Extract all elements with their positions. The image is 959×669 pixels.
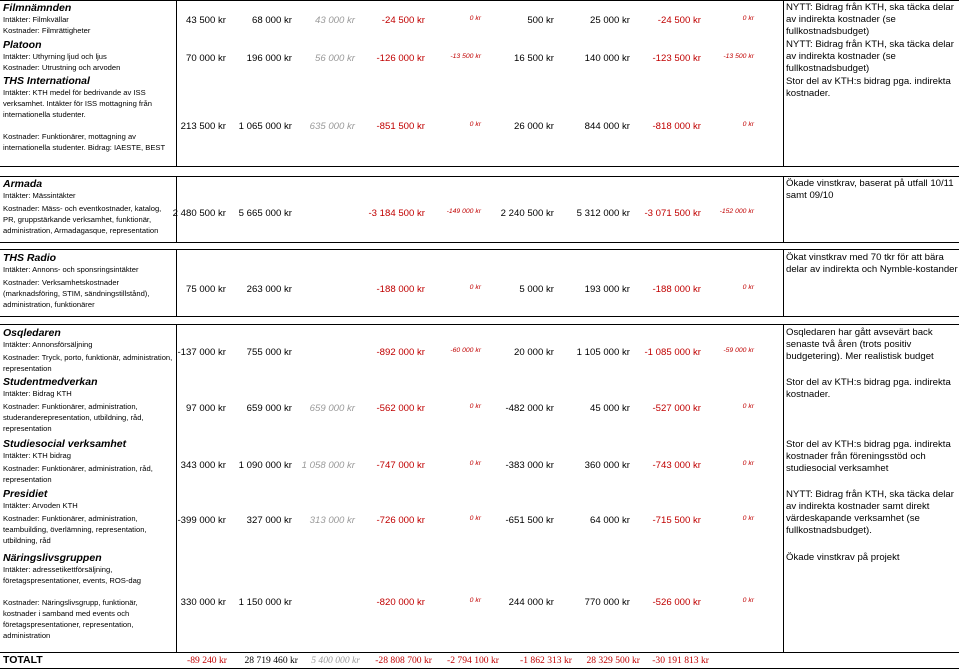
group-title: Armada: [3, 178, 43, 190]
value-cell: 5 312 000 kr: [576, 208, 630, 219]
value-cell: 244 000 kr: [508, 597, 554, 608]
value-cell: 5 000 kr: [519, 284, 554, 295]
value-cell: -743 000 kr: [652, 460, 701, 471]
value-cell: -851 500 kr: [376, 121, 425, 132]
value-cell: 659 000 kr: [246, 403, 292, 414]
total-cell: -2 794 100 kr: [447, 655, 499, 666]
value-cell: 64 000 kr: [589, 515, 630, 526]
value-cell: 43 500 kr: [185, 15, 226, 26]
value-cell: -527 000 kr: [652, 403, 701, 414]
value-cell: -715 500 kr: [652, 515, 701, 526]
comment-cell: NYTT: Bidrag från KTH, ska täcka delar av indirekta kostnader samt direkt värdeskapande verksamhet (se fullkostnadsbudget).: [786, 489, 954, 536]
group-title: Platoon: [3, 39, 42, 51]
total-cell: 28 329 500 kr: [586, 655, 640, 666]
value-cell: 0 kr: [742, 597, 754, 604]
group-title: Näringslivsgruppen: [3, 552, 102, 564]
value-cell: 755 000 kr: [246, 347, 292, 358]
value-cell: -726 000 kr: [376, 515, 425, 526]
group-line: Intäkter: Filmkvällar: [3, 15, 69, 24]
value-cell: 0 kr: [469, 460, 481, 467]
value-cell: 659 000 kr: [309, 403, 355, 414]
value-cell: 2 480 500 kr: [172, 208, 226, 219]
value-cell: 0 kr: [742, 460, 754, 467]
group-line: Kostnader: Näringslivsgrupp, funktionär, kostnader i samband med events och företagspresentationer, representation, administration: [3, 598, 138, 640]
row-divider: [0, 242, 959, 243]
comment-cell: Stor del av KTH:s bidrag pga. indirekta kostnader.: [786, 76, 951, 99]
value-cell: 844 000 kr: [584, 121, 630, 132]
group-line: Intäkter: adressetikettförsäljning, företagspresentationer, events, ROS-dag: [3, 565, 142, 585]
section-description: [3, 178, 173, 236]
row-divider: [0, 316, 959, 317]
group-line: Intäkter: Uthyrning ljud och ljus: [3, 52, 107, 61]
value-cell: -149 000 kr: [446, 208, 481, 215]
value-cell: 1 065 000 kr: [238, 121, 292, 132]
value-cell: 1 090 000 kr: [238, 460, 292, 471]
value-cell: -123 500 kr: [652, 53, 701, 64]
comment-cell: NYTT: Bidrag från KTH, ska täcka delar av indirekta kostnader (se fullkostnadsbudget): [786, 2, 954, 37]
group-line: Kostnader: Verksamhetskostnader (marknadsföring, STIM, sändningstillstånd), administration, funktionärer: [3, 278, 150, 309]
value-cell: -60 000 kr: [450, 347, 481, 354]
group-title: Filmnämnden: [3, 2, 72, 14]
value-cell: 1 058 000 kr: [301, 460, 355, 471]
value-cell: 26 000 kr: [513, 121, 554, 132]
value-cell: 0 kr: [742, 15, 754, 22]
value-cell: -482 000 kr: [505, 403, 554, 414]
value-cell: -13 500 kr: [723, 53, 754, 60]
comment-cell: Ökade vinstkrav, baserat på utfall 10/11 samt 09/10: [786, 178, 954, 201]
total-label: TOTALT: [3, 654, 43, 666]
group-line: Kostnader: Funktionärer, administration, råd, representation: [3, 464, 153, 484]
column-divider: [176, 324, 177, 652]
value-cell: 45 000 kr: [589, 403, 630, 414]
value-cell: -818 000 kr: [652, 121, 701, 132]
value-cell: 1 105 000 kr: [576, 347, 630, 358]
group-line: Intäkter: Mässintäkter: [3, 191, 76, 200]
value-cell: 0 kr: [469, 597, 481, 604]
value-cell: 313 000 kr: [309, 515, 355, 526]
value-cell: 0 kr: [742, 515, 754, 522]
value-cell: 0 kr: [742, 284, 754, 291]
value-cell: 56 000 kr: [314, 53, 355, 64]
value-cell: -3 071 500 kr: [644, 208, 701, 219]
group-line: Intäkter: Bidrag KTH: [3, 389, 72, 398]
group-line: Intäkter: Annonsförsäljning: [3, 340, 93, 349]
value-cell: 327 000 kr: [246, 515, 292, 526]
value-cell: 360 000 kr: [584, 460, 630, 471]
value-cell: 770 000 kr: [584, 597, 630, 608]
comment-cell: Stor del av KTH:s bidrag pga. indirekta kostnader från föreningsstöd och studiesocial verksamhet: [786, 439, 951, 474]
value-cell: 0 kr: [469, 403, 481, 410]
comment-cell: Osqledaren har gått avsevärt back senaste två åren (trots positiv budgetering). Mer realistisk budget: [786, 327, 934, 362]
value-cell: -24 500 kr: [657, 15, 701, 26]
value-cell: 500 kr: [527, 15, 554, 26]
value-cell: -526 000 kr: [652, 597, 701, 608]
group-line: Intäkter: Annons- och sponsringsintäkter: [3, 265, 139, 274]
total-cell: 28 719 460 kr: [244, 655, 298, 666]
value-cell: 16 500 kr: [513, 53, 554, 64]
total-cell: -30 191 813 kr: [652, 655, 709, 666]
value-cell: 1 150 000 kr: [238, 597, 292, 608]
column-divider: [176, 0, 177, 166]
value-cell: 20 000 kr: [513, 347, 554, 358]
group-line: [3, 586, 173, 597]
value-cell: 330 000 kr: [180, 597, 226, 608]
group-line: Kostnader: Funktionärer, administration, studeranderepresentation, utbildning, råd, representation: [3, 402, 144, 433]
value-cell: -188 000 kr: [652, 284, 701, 295]
value-cell: 75 000 kr: [185, 284, 226, 295]
row-divider: [0, 0, 959, 1]
value-cell: -651 500 kr: [505, 515, 554, 526]
value-cell: 213 500 kr: [180, 121, 226, 132]
value-cell: 2 240 500 kr: [500, 208, 554, 219]
value-cell: 25 000 kr: [589, 15, 630, 26]
value-cell: 193 000 kr: [584, 284, 630, 295]
value-cell: -137 000 kr: [177, 347, 226, 358]
total-cell: 5 400 000 kr: [311, 655, 360, 666]
value-cell: 97 000 kr: [185, 403, 226, 414]
row-divider: [0, 652, 959, 653]
section-description: [3, 252, 173, 310]
value-cell: 0 kr: [742, 403, 754, 410]
value-cell: -820 000 kr: [376, 597, 425, 608]
total-cell: -28 808 700 kr: [375, 655, 432, 666]
total-cell: -1 862 313 kr: [520, 655, 572, 666]
group-title: Presidiet: [3, 488, 48, 500]
value-cell: 68 000 kr: [251, 15, 292, 26]
total-cell: -89 240 kr: [187, 655, 227, 666]
value-cell: -3 184 500 kr: [368, 208, 425, 219]
value-cell: 263 000 kr: [246, 284, 292, 295]
group-line: Kostnader: Filmrättigheter: [3, 26, 91, 35]
group-line: Intäkter: Arvoden KTH: [3, 501, 78, 510]
value-cell: 196 000 kr: [246, 53, 292, 64]
value-cell: 0 kr: [469, 284, 481, 291]
column-divider: [176, 249, 177, 316]
column-divider: [783, 176, 784, 242]
value-cell: 70 000 kr: [185, 53, 226, 64]
value-cell: -59 000 kr: [723, 347, 754, 354]
value-cell: -24 500 kr: [381, 15, 425, 26]
group-title: Osqledaren: [3, 327, 61, 339]
value-cell: -747 000 kr: [376, 460, 425, 471]
group-line: [3, 120, 173, 131]
row-divider: [0, 176, 959, 177]
value-cell: 343 000 kr: [180, 460, 226, 471]
group-line: Intäkter: KTH bidrag: [3, 451, 71, 460]
comment-cell: Stor del av KTH:s bidrag pga. indirekta kostnader.: [786, 377, 951, 400]
comment-cell: NYTT: Bidrag från KTH, ska täcka delar av indirekta kostnader (se fullkostnadsbudget): [786, 39, 954, 74]
row-divider: [0, 249, 959, 250]
value-cell: 0 kr: [469, 15, 481, 22]
comment-cell: Ökat vinstkrav med 70 tkr för att bära delar av indirekta och Nymble-kostander: [786, 252, 958, 275]
group-line: Kostnader: Funktionärer, administration, teambuilding, överlämning, representation, utbildning, råd: [3, 514, 147, 545]
group-line: Kostnader: Tryck, porto, funktionär, administration, representation: [3, 353, 173, 373]
value-cell: -152 000 kr: [719, 208, 754, 215]
value-cell: 140 000 kr: [584, 53, 630, 64]
group-title: Studentmedverkan: [3, 376, 98, 388]
row-divider: [0, 166, 959, 167]
value-cell: -399 000 kr: [177, 515, 226, 526]
value-cell: -562 000 kr: [376, 403, 425, 414]
group-line: Kostnader: Funktionärer, mottagning av internationella studenter. Bidrag: IAESTE, BEST: [3, 132, 166, 152]
value-cell: -126 000 kr: [376, 53, 425, 64]
column-divider: [783, 324, 784, 652]
group-title: Studiesocial verksamhet: [3, 438, 127, 450]
value-cell: 635 000 kr: [309, 121, 355, 132]
value-cell: 0 kr: [742, 121, 754, 128]
value-cell: -892 000 kr: [376, 347, 425, 358]
value-cell: 5 665 000 kr: [238, 208, 292, 219]
column-divider: [783, 249, 784, 316]
value-cell: -383 000 kr: [505, 460, 554, 471]
column-divider: [783, 0, 784, 166]
value-cell: -188 000 kr: [376, 284, 425, 295]
row-divider: [0, 324, 959, 325]
value-cell: 0 kr: [469, 121, 481, 128]
group-line: Intäkter: KTH medel för bedrivande av ISS verksamhet. Intäkter för ISS mottagning från internationella studenter.: [3, 88, 152, 119]
group-line: Kostnader: Mäss- och eventkostnader, katalog, PR, gruppstärkande verksamhet, funktionär, administration, Armadagasque, representation: [3, 204, 162, 235]
group-title: THS International: [3, 75, 90, 87]
value-cell: -13 500 kr: [450, 53, 481, 60]
value-cell: 0 kr: [469, 515, 481, 522]
value-cell: 43 000 kr: [314, 15, 355, 26]
group-title: THS Radio: [3, 252, 57, 264]
group-line: Kostnader: Utrustning och arvoden: [3, 63, 121, 72]
comment-cell: Ökade vinstkrav på projekt: [786, 552, 900, 563]
value-cell: -1 085 000 kr: [644, 347, 701, 358]
